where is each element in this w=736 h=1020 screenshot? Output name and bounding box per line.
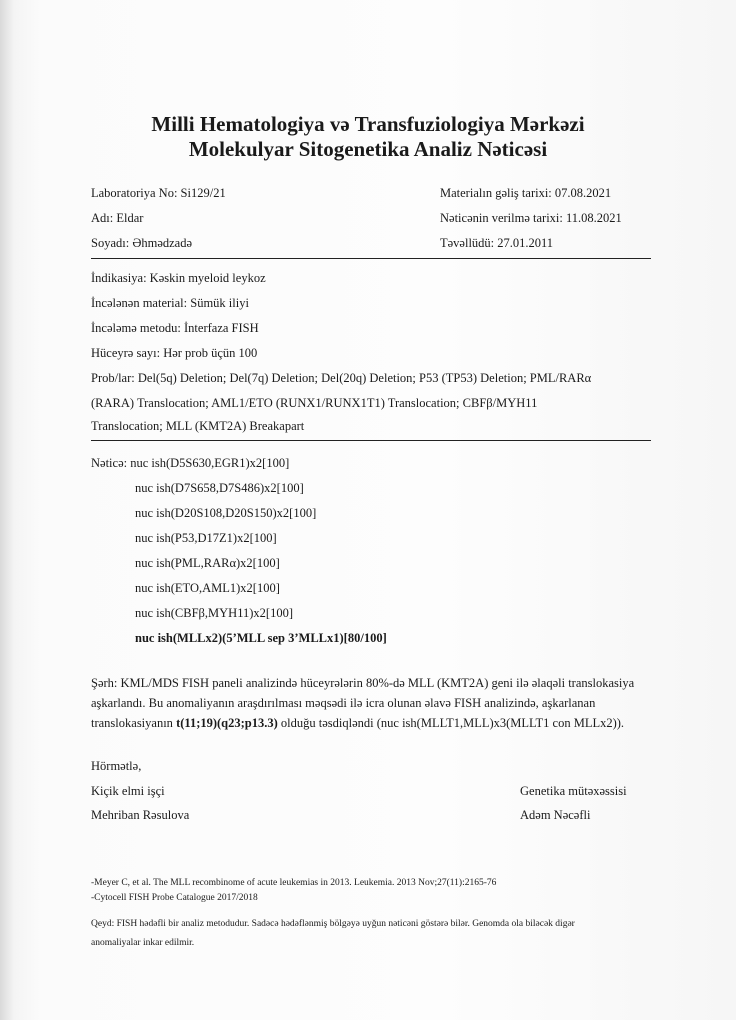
patient-surname: Soyadı: Əhmədzadə bbox=[91, 236, 193, 250]
result-line: nuc ish(CBFβ,MYH11)x2[100] bbox=[135, 606, 293, 620]
result-line: nuc ish(P53,D17Z1)x2[100] bbox=[135, 531, 277, 545]
greeting: Hörmətlə, bbox=[91, 759, 142, 773]
received-date: Materialın gəliş tarixi: 07.08.2021 bbox=[440, 186, 612, 200]
left-signer-name: Mehriban Rəsulova bbox=[91, 808, 190, 822]
explanation-line2: aşkarlandı. Bu anomaliyanın araşdırılması məqsədi ilə icra olunan əlavə FISH analizində, aşkarlanan bbox=[91, 696, 596, 710]
patient-name: Adı: Eldar bbox=[91, 211, 144, 225]
reference-2: -Cytocell FISH Probe Catalogue 2017/2018 bbox=[91, 893, 258, 903]
divider bbox=[91, 258, 651, 259]
right-signer-name: Adəm Nəcəfli bbox=[520, 808, 591, 822]
probes-line1: Prob/lar: Del(5q) Deletion; Del(7q) Deletion; Del(20q) Deletion; P53 (TP53) Deletion; PML/RARα bbox=[91, 371, 592, 385]
left-signer-role: Kiçik elmi işçi bbox=[91, 784, 165, 798]
reference-1: -Meyer C, et al. The MLL recombinome of acute leukemias in 2013. Leukemia. 2013 Nov;27(11):2165-76 bbox=[91, 878, 497, 888]
report-title-line2: Molekulyar Sitogenetika Analiz Nəticəsi bbox=[188, 137, 548, 161]
note-line1: Qeyd: FISH hədəfli bir analiz metodudur. Sadəcə hədəflənmiş bölgəyə uyğun nəticəni göstərə bilər. Genomda ola biləcək digər bbox=[91, 919, 575, 929]
birth-date: Təvəllüdü: 27.01.2011 bbox=[440, 236, 554, 250]
material: İncələnən material: Sümük iliyi bbox=[91, 296, 249, 310]
cell-count: Hüceyrə sayı: Hər prob üçün 100 bbox=[91, 346, 258, 360]
right-signer-role: Genetika mütəxəssisi bbox=[520, 784, 627, 798]
probes-line2: (RARA) Translocation; AML1/ETO (RUNX1/RUNX1T1) Translocation; CBFβ/MYH11 bbox=[91, 396, 538, 410]
explanation-line1: Şərh: KML/MDS FISH paneli analizində hüceyrələrin 80%-də MLL (KMT2A) geni ilə əlaqəli translokasiya bbox=[91, 676, 635, 690]
result-line: nuc ish(ETO,AML1)x2[100] bbox=[135, 581, 280, 595]
result-abnormal-line: nuc ish(MLLx2)(5’MLL sep 3’MLLx1)[80/100] bbox=[135, 631, 387, 645]
divider bbox=[91, 440, 651, 441]
result-line: nuc ish(PML,RARα)x2[100] bbox=[135, 556, 280, 570]
translocation-formula: t(11;19)(q23;p13.3) bbox=[176, 716, 278, 730]
note-line2: anomaliyalar inkar edilmir. bbox=[91, 938, 195, 948]
method: İncələmə metodu: İnterfaza FISH bbox=[91, 321, 259, 335]
lab-number: Laboratoriya No: Si129/21 bbox=[91, 186, 226, 200]
explanation-line3 bbox=[91, 716, 624, 731]
result-first-line: Nəticə: nuc ish(D5S630,EGR1)x2[100] bbox=[91, 456, 290, 470]
probes-line3: Translocation; MLL (KMT2A) Breakapart bbox=[91, 419, 305, 433]
result-line: nuc ish(D7S658,D7S486)x2[100] bbox=[135, 481, 304, 495]
explanation-text: olduğu təsdiqləndi (nuc ish(MLLT1,MLL)x3(MLLT1 con MLLx2)). bbox=[277, 716, 625, 730]
report-title-line1: Milli Hematologiya və Transfuziologiya Mərkəzi bbox=[151, 112, 585, 136]
indication: İndikasiya: Kəskin myeloid leykoz bbox=[91, 271, 266, 285]
result-line: nuc ish(D20S108,D20S150)x2[100] bbox=[135, 506, 317, 520]
issued-date: Nəticənin verilmə tarixi: 11.08.2021 bbox=[440, 211, 622, 225]
explanation-text: translokasiyanın bbox=[91, 716, 177, 730]
